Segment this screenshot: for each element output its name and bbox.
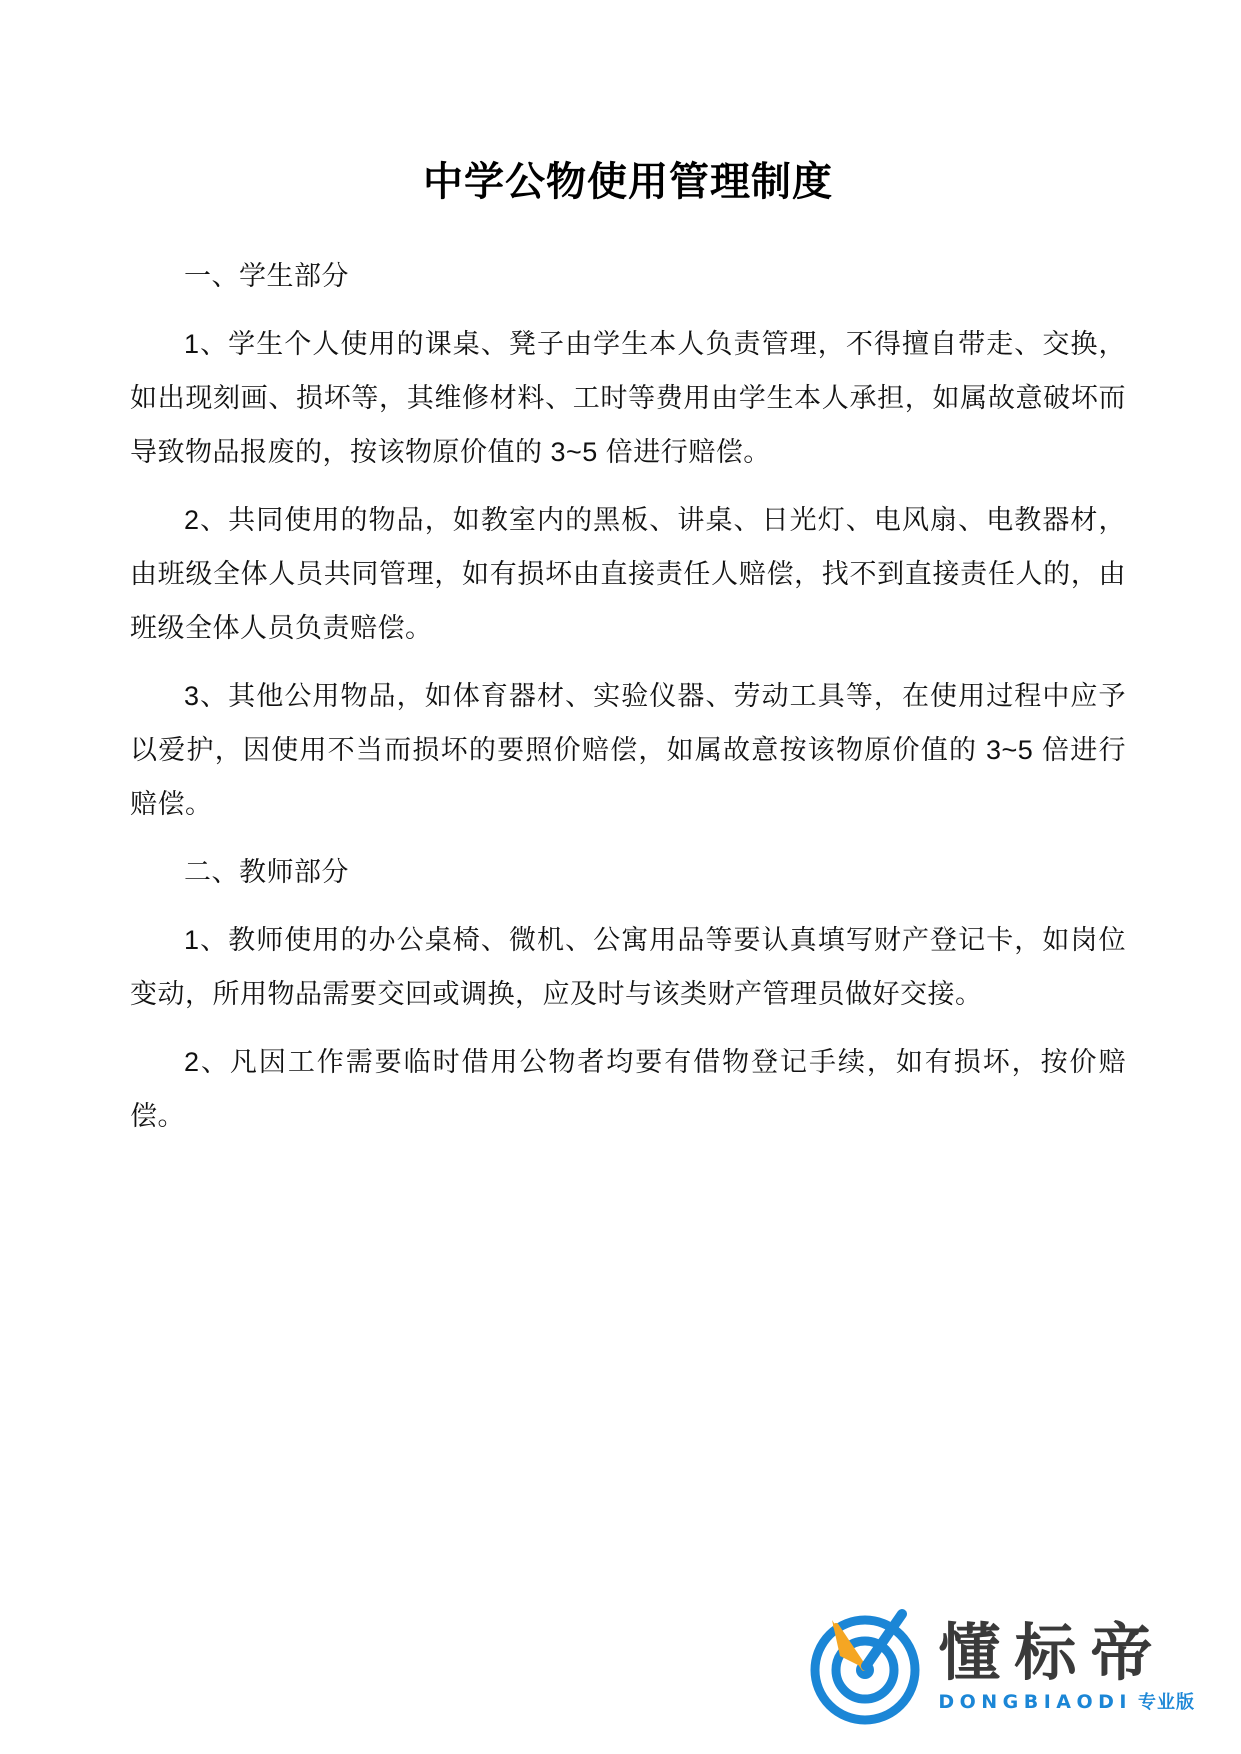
page-title: 中学公物使用管理制度 xyxy=(423,160,833,204)
paragraph-students-3: 3、其他公用物品，如体育器材、实验仪器、劳动工具等，在使用过程中应予以爱护，因使用不当而损坏的要照价赔偿，如属故意按该物原价值的 3~5 倍进行赔偿。 xyxy=(130,681,1126,819)
target-ring-icon xyxy=(806,1608,924,1726)
paragraph-teachers-1: 1、教师使用的办公桌椅、微机、公寓用品等要认真填写财产登记卡，如岗位变动，所用物品需要交回或调换，应及时与该类财产管理员做好交接。 xyxy=(130,925,1126,1009)
paragraph-students-2: 2、共同使用的物品，如教室内的黑板、讲桌、日光灯、电风扇、电教器材，由班级全体人员共同管理，如有损坏由直接责任人赔偿，找不到直接责任人的，由班级全体人员负责赔偿。 xyxy=(130,505,1126,643)
watermark-brand-en: DONGBIAODI xyxy=(938,1690,1132,1713)
watermark-logo xyxy=(806,1608,1195,1726)
watermark-brand-cn: 懂标帝 xyxy=(938,1616,1167,1690)
watermark-subline xyxy=(938,1688,1195,1714)
paragraph-teachers-2: 2、凡因工作需要临时借用公物者均要有借物登记手续，如有损坏，按价赔偿。 xyxy=(130,1047,1126,1131)
section-heading-students: 一、学生部分 xyxy=(184,261,349,291)
paragraph-students-1: 1、学生个人使用的课桌、凳子由学生本人负责管理，不得擅自带走、交换，如出现刻画、损坏等，其维修材料、工时等费用由学生本人承担，如属故意破坏而导致物品报废的，按该物原价值的 3~5 倍进行赔偿。 xyxy=(130,329,1126,467)
section-heading-teachers: 二、教师部分 xyxy=(184,857,349,887)
watermark-text xyxy=(938,1616,1195,1713)
watermark-brand-suffix: 专业版 xyxy=(1138,1691,1195,1712)
